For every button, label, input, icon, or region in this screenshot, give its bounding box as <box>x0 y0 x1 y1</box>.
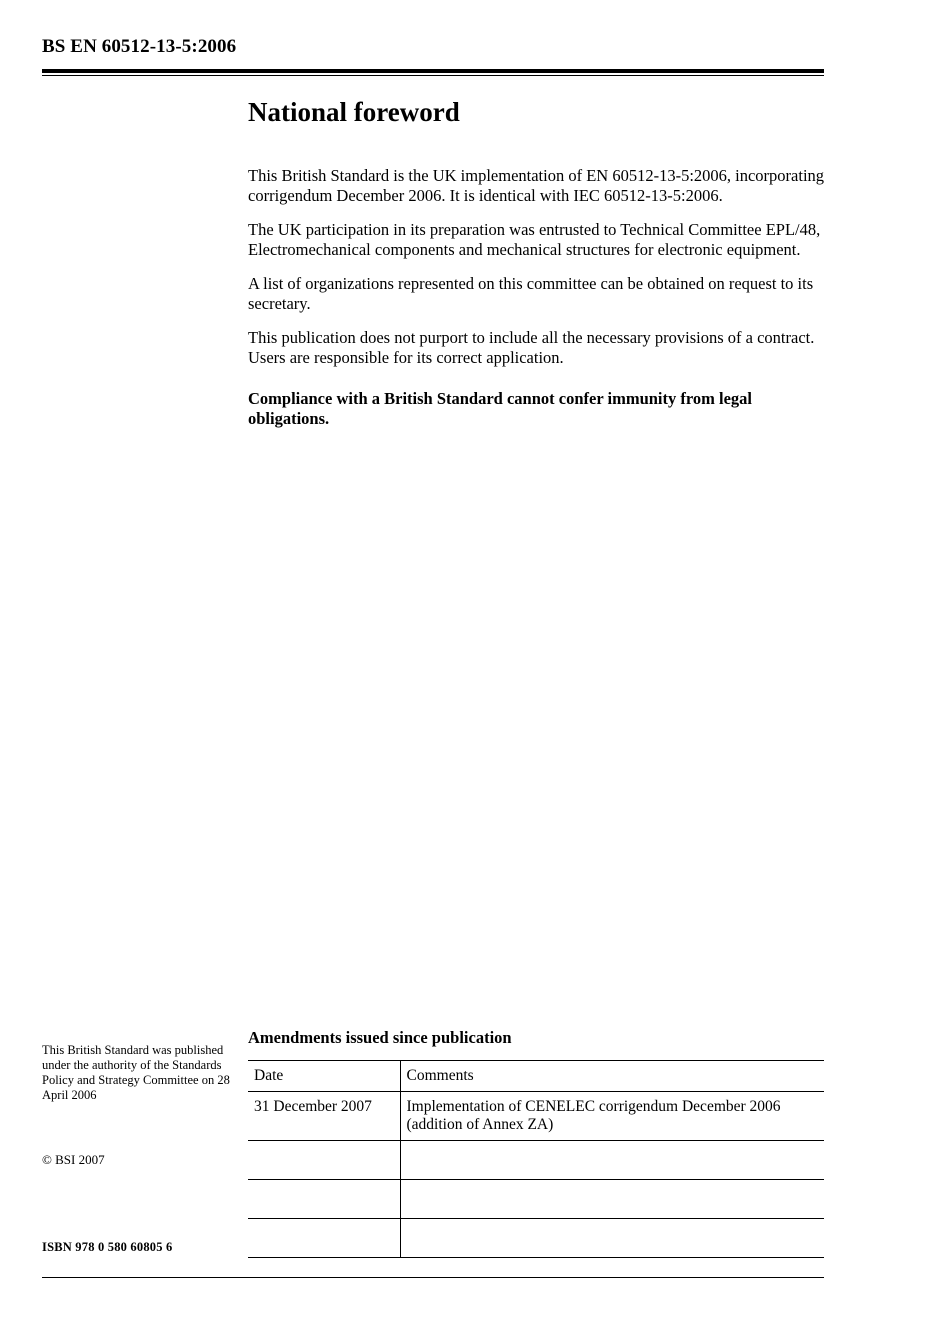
table-row <box>248 1180 824 1219</box>
isbn-number: ISBN 978 0 580 60805 6 <box>42 1240 173 1254</box>
amendments-table <box>248 1060 824 1258</box>
cell-date <box>248 1180 400 1219</box>
cell-comments <box>400 1219 824 1258</box>
cell-comments <box>400 1180 824 1219</box>
page-title: National foreword <box>248 97 460 127</box>
publication-authority-note <box>42 1043 232 1103</box>
document-header <box>42 36 824 58</box>
foreword-paragraph-4: This publication does not purport to include all the necessary provisions of a contract. Users are responsible for its correct application. <box>248 328 815 367</box>
table-header-row <box>248 1061 824 1092</box>
amendments-title: Amendments issued since publication <box>248 1028 512 1047</box>
table-row <box>248 1219 824 1258</box>
cell-date: 31 December 2007 <box>248 1092 400 1141</box>
standard-number: BS EN 60512-13-5:2006 <box>42 36 237 57</box>
cell-comments <box>400 1141 824 1180</box>
header-rule-thick <box>42 69 824 73</box>
cell-date <box>248 1219 400 1258</box>
column-header-comments: Comments <box>400 1061 824 1092</box>
header-rule-thin <box>42 75 824 76</box>
column-header-date: Date <box>248 1061 400 1092</box>
cell-comments: Implementation of CENELEC corrigendum December 2006 (addition of Annex ZA) <box>400 1092 824 1141</box>
amendments-section <box>248 1028 824 1258</box>
foreword-paragraph-2: The UK participation in its preparation was entrusted to Technical Committee EPL/48, Electromechanical components and mechanical structures for electronic equipment. <box>248 220 821 259</box>
cell-date <box>248 1141 400 1180</box>
compliance-note: Compliance with a British Standard cannot confer immunity from legal obligations. <box>248 389 753 428</box>
foreword-paragraph-3: A list of organizations represented on this committee can be obtained on request to its secretary. <box>248 274 814 313</box>
foreword-paragraph-1: This British Standard is the UK implementation of EN 60512-13-5:2006, incorporating corrigendum December 2006. It is identical with IEC 60512-13-5:2006. <box>248 166 825 205</box>
publication-authority-text: This British Standard was published under the authority of the Standards Policy and Strategy Committee on 28 April 2006 <box>42 1043 230 1102</box>
table-row <box>248 1141 824 1180</box>
copyright-notice: © BSI 2007 <box>42 1152 105 1167</box>
footer-rule <box>42 1277 824 1278</box>
table-row <box>248 1092 824 1141</box>
main-content <box>248 96 826 428</box>
